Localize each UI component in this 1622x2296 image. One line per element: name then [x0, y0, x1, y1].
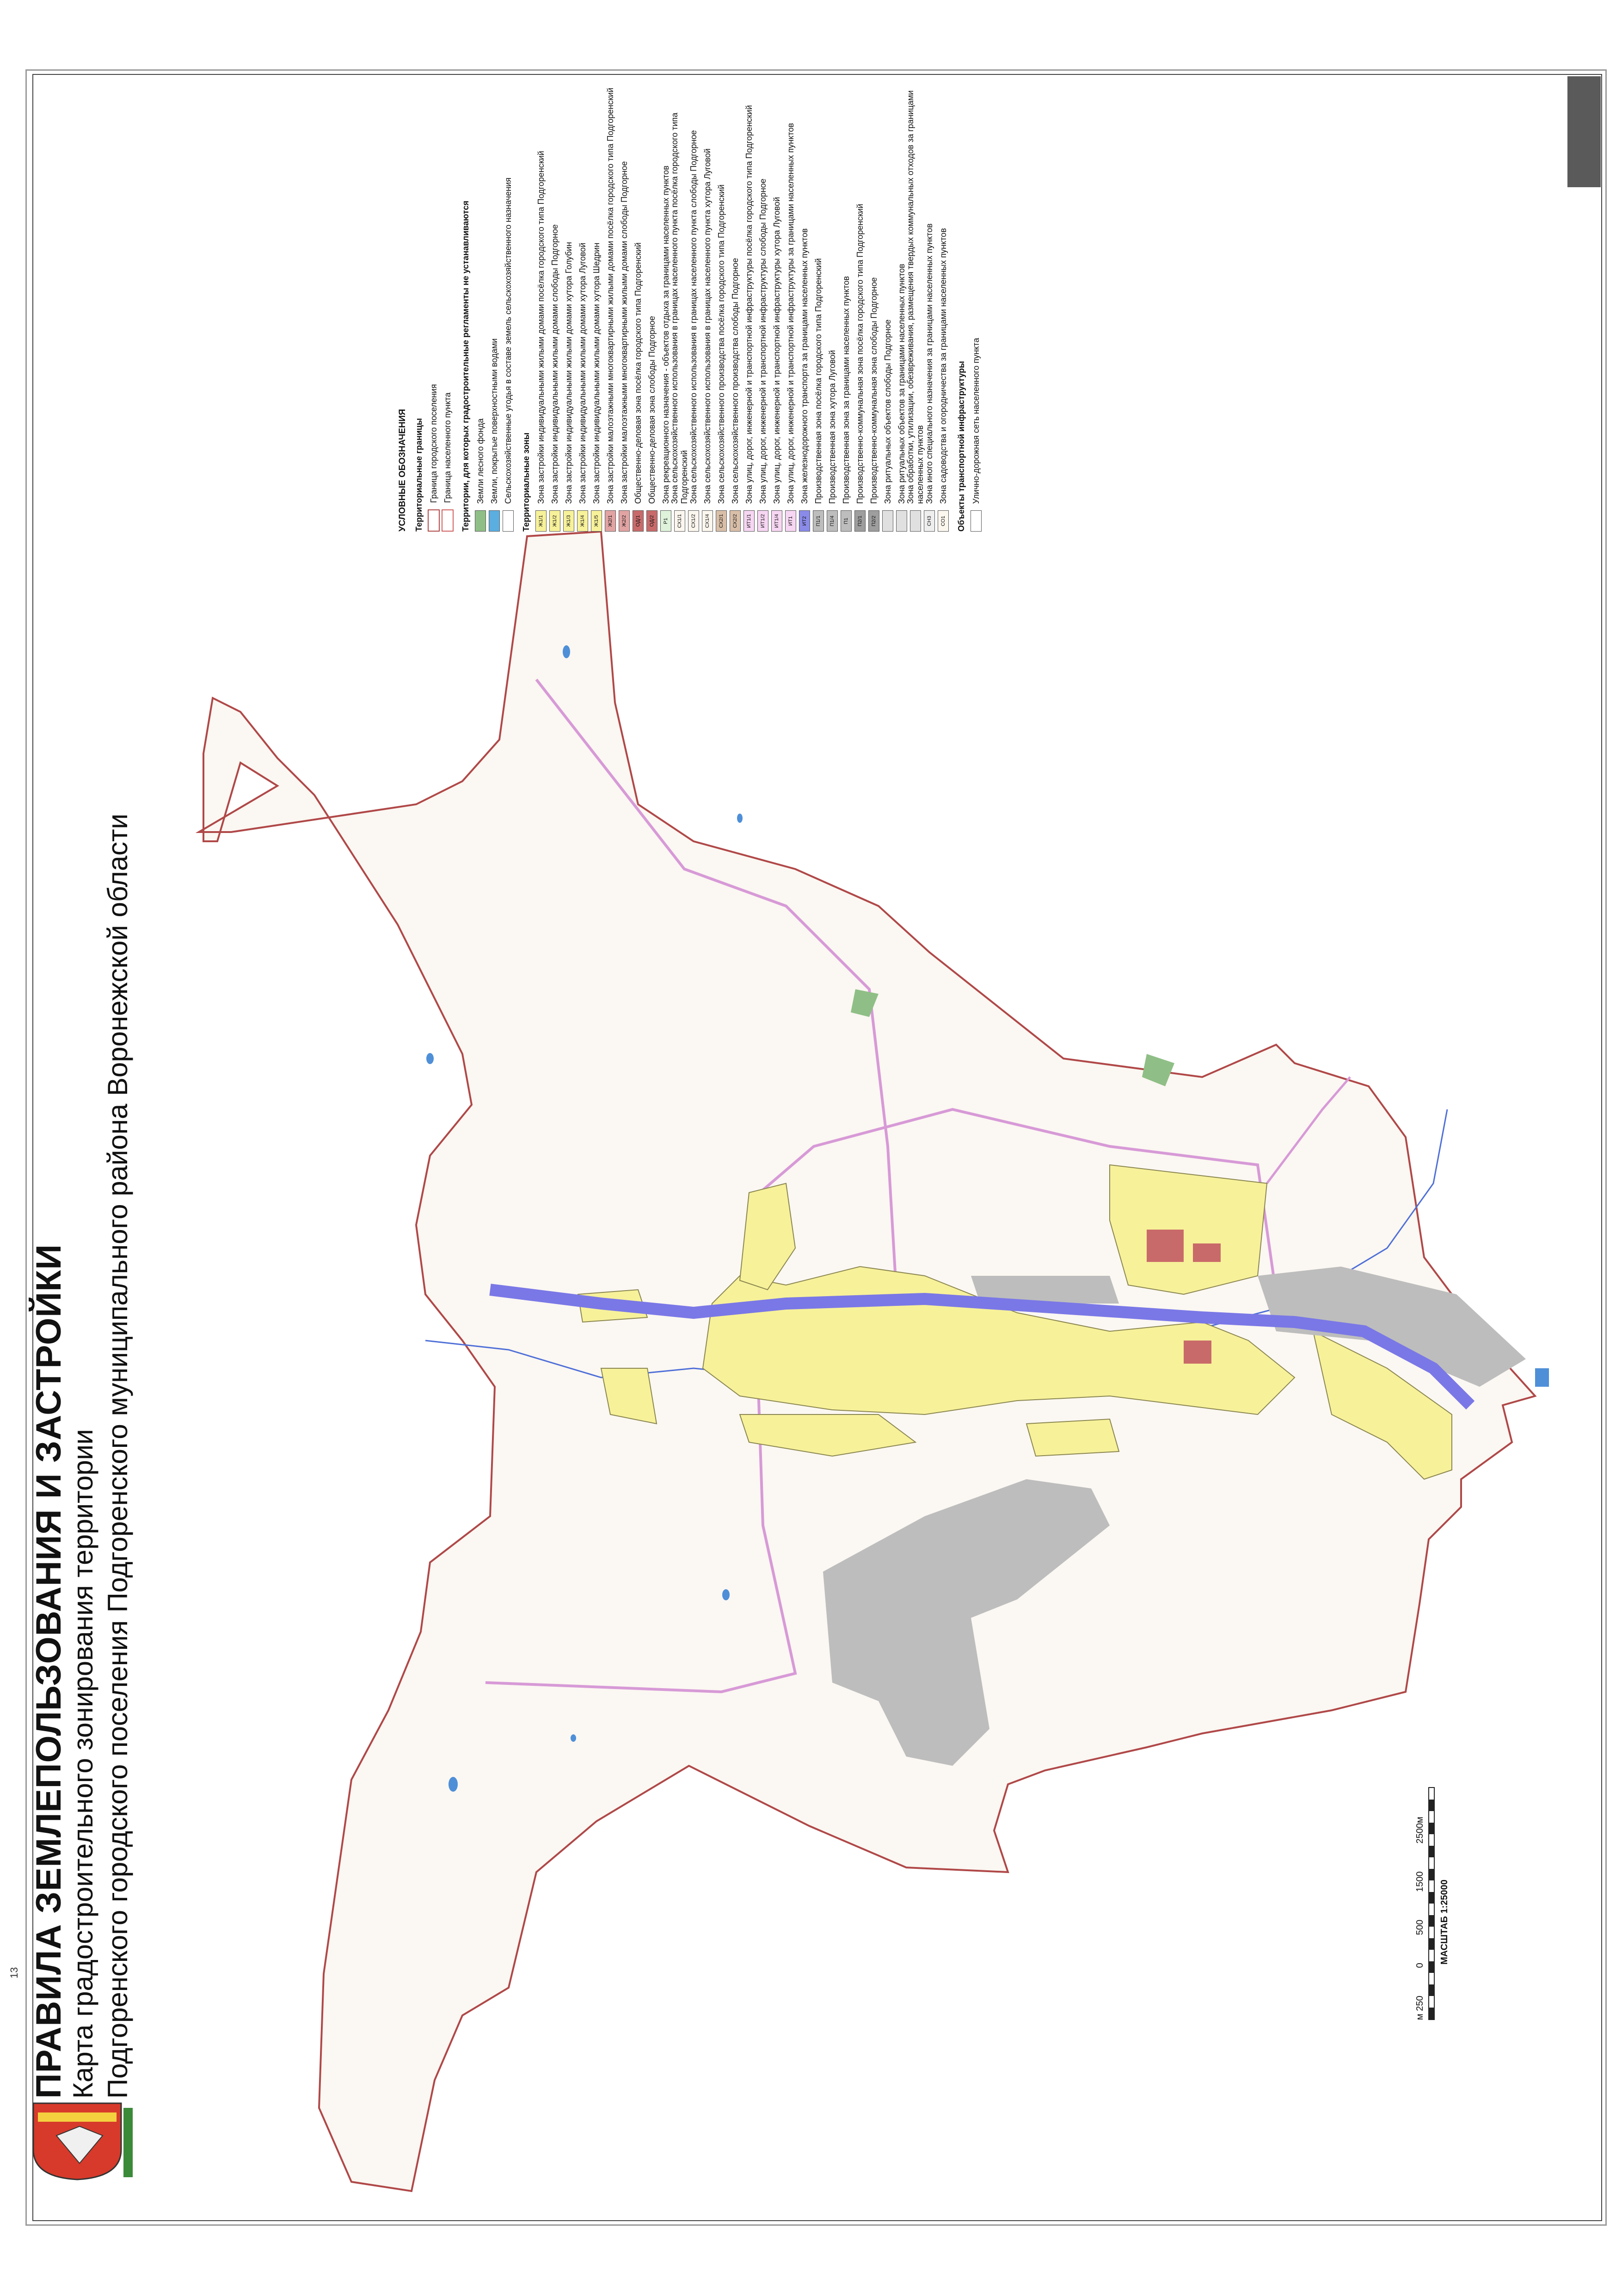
- legend-section-heading: Объекты транспортной инфраструктуры: [957, 361, 966, 532]
- legend-swatch: ОД/2: [646, 510, 657, 532]
- pond: [449, 1777, 458, 1792]
- legend-swatch: [910, 510, 921, 532]
- legend-item: [867, 69, 881, 532]
- legend-label: Общественно-деловая зона посёлка городского типа Подгоренский: [633, 242, 643, 504]
- legend-swatch: [971, 510, 982, 532]
- legend-label: Зона застройки индивидуальными жилыми домами слободы Подгорное: [550, 224, 559, 504]
- legend-section-heading: Территории, для которых градостроительные регламенты не устанавливаются: [461, 201, 470, 532]
- legend-swatch: [882, 510, 893, 532]
- legend-label: Зона улиц, дорог, инженерной и транспортной инфраструктуры хутора Луговой: [772, 197, 781, 504]
- legend-item: [548, 69, 562, 532]
- legend-label: Зона рекреационного назначения - объектов отдыха за границами населенных пунктов: [661, 165, 670, 504]
- legend-swatch: Ж2/1: [605, 510, 616, 532]
- legend-label: Улично-дорожная сеть населенного пункта: [971, 338, 981, 504]
- public-zone: [1193, 1243, 1221, 1262]
- legend-item: [811, 69, 825, 532]
- legend-label: Зона сельскохозяйственного использования в границах населенного пункта слободы Подгорное: [688, 130, 698, 504]
- legend-item: [501, 69, 515, 532]
- legend-item: [906, 69, 925, 532]
- legend-item: [590, 69, 603, 532]
- legend-label: Сельскохозяйственные угодья в составе земель сельскохозяйственного назначения: [503, 178, 513, 504]
- legend-item: [617, 69, 631, 532]
- legend-item: [576, 69, 590, 532]
- legend-label: Граница населенного пункта: [442, 392, 452, 503]
- legend-item: [853, 69, 867, 532]
- legend-swatch: [489, 510, 500, 532]
- legend-swatch: Р1: [660, 510, 671, 532]
- pond: [426, 1053, 434, 1064]
- legend-label: Производственная зона посёлка городского типа Подгоренский: [813, 258, 823, 504]
- legend-item: [770, 69, 784, 532]
- legend-swatch: Ж1/5: [591, 510, 602, 532]
- logo-icon: [1567, 76, 1601, 187]
- legend-item: [441, 69, 455, 532]
- legend-item: [798, 69, 811, 532]
- legend-label: Зона сельскохозяйственного использования в границах населенного пункта хутора Луговой: [702, 148, 712, 504]
- legend-swatch: Ж2/2: [619, 510, 630, 532]
- legend-swatch: [442, 509, 454, 532]
- legend-swatch: П1: [841, 510, 852, 532]
- map-title: ПРАВИЛА ЗЕМЛЕПОЛЬЗОВАНИЯ И ЗАСТРОЙКИ: [29, 1243, 68, 2099]
- legend-label: Зона иного специального назначения за границами населенных пунктов: [924, 223, 934, 504]
- scale-tick: м 250: [1415, 1996, 1425, 2020]
- legend-swatch: СХ2/2: [730, 510, 741, 532]
- legend-swatch: П2/1: [854, 510, 866, 532]
- legend-item: [473, 69, 487, 532]
- legend-section-heading: Территориальные границы: [414, 418, 424, 532]
- legend-swatch: П2/2: [868, 510, 879, 532]
- map-subtitle: Карта градостроительного зонирования территории: [68, 1429, 98, 2099]
- legend-swatch: [503, 510, 514, 532]
- legend-label: Зона сельскохозяйственного производства посёлка городского типа Подгоренский: [716, 184, 726, 504]
- legend-swatch: СХ1/1: [674, 510, 685, 532]
- legend-label: Зона обработки, утилизации, обезвреживания, размещения твердых коммунальных отходов за границами населенных пунктов: [906, 90, 925, 504]
- legend-item: [936, 69, 950, 532]
- legend-swatch: [428, 509, 440, 532]
- legend-label: Зона застройки индивидуальными жилыми домами посёлка городского типа Подгоренский: [536, 151, 546, 504]
- legend-item: [881, 69, 895, 532]
- legend-item: [742, 69, 756, 532]
- legend-item: [534, 69, 548, 532]
- legend-label: Зона застройки индивидуальными жилыми домами хутора Шедрин: [591, 242, 601, 504]
- legend-item: [714, 69, 728, 532]
- scale-ruler: [1428, 1787, 1435, 2020]
- legend-swatch: П1/4: [827, 510, 838, 532]
- legend-item: [645, 69, 659, 532]
- legend-title: УСЛОВНЫЕ ОБОЗНАЧЕНИЯ: [398, 409, 407, 532]
- legend-swatch: П1/1: [813, 510, 824, 532]
- legend-swatch: СХ1/2: [688, 510, 699, 532]
- legend-label: Зона ритуальных объектов слободы Подгорное: [883, 319, 892, 504]
- legend-item: [825, 69, 839, 532]
- legend-item: [603, 69, 617, 532]
- legend-item: [562, 69, 576, 532]
- legend: [398, 69, 983, 532]
- legend-label: Зона застройки малоэтажными многоквартирными жилыми домами слободы Подгорное: [619, 161, 629, 504]
- legend-swatch: СО1: [938, 510, 949, 532]
- pond: [722, 1589, 730, 1600]
- legend-label: Зона железнодорожного транспорта за границами населенных пунктов: [799, 228, 809, 504]
- legend-label: Производственно-коммунальная зона посёлка городского типа Подгоренский: [855, 203, 865, 504]
- residential-zone-south2: [1026, 1419, 1119, 1456]
- pond: [737, 814, 743, 823]
- legend-label: Производственно-коммунальная зона слободы Подгорное: [869, 277, 879, 504]
- legend-item: [839, 69, 853, 532]
- legend-item: [631, 69, 645, 532]
- legend-label: Общественно-деловая зона слободы Подгорное: [647, 316, 657, 504]
- scale-tick: 2500м: [1415, 1817, 1425, 1844]
- legend-swatch: ИТ1: [785, 510, 796, 532]
- legend-swatch: ИТ2: [799, 510, 810, 532]
- legend-section-heading: Территориальные зоны: [522, 432, 531, 532]
- legend-swatch: СХ1/4: [702, 510, 713, 532]
- pond: [563, 645, 570, 658]
- legend-swatch: ИТ1/1: [743, 510, 755, 532]
- legend-label: Производственная зона хутора Луговой: [827, 350, 837, 504]
- legend-swatch: [475, 510, 486, 532]
- legend-item: [784, 69, 798, 532]
- legend-swatch: Ж1/2: [549, 510, 560, 532]
- legend-label: Зона ритуальных объектов за границами населенных пунктов: [897, 263, 906, 504]
- legend-swatch: ИТ1/2: [757, 510, 768, 532]
- page-number: 13: [8, 1967, 20, 1978]
- legend-swatch: [896, 510, 907, 532]
- zones-list: [534, 69, 950, 532]
- pond: [571, 1734, 576, 1742]
- scale-bar: [1415, 1787, 1450, 2020]
- legend-label: Зона застройки индивидуальными жилыми домами хутора Луговой: [578, 242, 587, 504]
- legend-label: Зона застройки малоэтажными многоквартирными жилыми домами посёлка городского типа Подгоренский: [605, 87, 615, 504]
- legend-label: Производственная зона за границами населенных пунктов: [841, 276, 851, 504]
- legend-item: [969, 69, 983, 532]
- legend-swatch: ИТ1/4: [771, 510, 782, 532]
- map-subtitle-2: Подгоренского городского поселения Подгоренского муниципального района Воронежской области: [102, 814, 133, 2099]
- public-zone: [1147, 1230, 1184, 1262]
- legend-label: Граница городского поселения: [429, 384, 438, 503]
- scale-tick: 0: [1415, 1963, 1425, 1968]
- scale-label: МАСШТАБ 1:25000: [1439, 1880, 1450, 1965]
- residential-zone-east: [1110, 1165, 1267, 1294]
- legend-item: [756, 69, 770, 532]
- scale-tick: 500: [1415, 1919, 1425, 1935]
- legend-item: [487, 69, 501, 532]
- legend-label: Зона застройки индивидуальными жилыми домами хутора Голубин: [564, 242, 573, 504]
- legend-swatch: Ж1/3: [563, 510, 574, 532]
- emblem-icon: [29, 2099, 135, 2182]
- legend-label: Зона улиц, дорог, инженерной и транспортной инфраструктуры слободы Подгорное: [758, 178, 768, 504]
- public-zone: [1184, 1341, 1211, 1364]
- legend-item: [427, 69, 441, 532]
- legend-swatch: СХ2/1: [716, 510, 727, 532]
- legend-label: Зона улиц, дорог, инженерной и транспортной инфраструктуры посёлка городского типа Подгоренский: [744, 105, 754, 504]
- legend-label: Зона улиц, дорог, инженерной и транспортной инфраструктуры за границами населенных пунктов: [786, 123, 795, 504]
- legend-label: Земли лесного фонда: [475, 418, 485, 504]
- legend-label: Зона садоводства и огородничества за границами населенных пунктов: [938, 228, 948, 504]
- legend-swatch: Ж1/1: [535, 510, 547, 532]
- legend-item: [728, 69, 742, 532]
- legend-item: [670, 69, 689, 532]
- scale-tick: 1500: [1415, 1871, 1425, 1892]
- legend-swatch: СН3: [924, 510, 935, 532]
- legend-label: Зона сельскохозяйственного производства слободы Подгорное: [730, 258, 740, 504]
- legend-label: Земли, покрытые поверхностными водами: [489, 338, 499, 504]
- legend-label: Зона сельскохозяйственного использования в границах населенного пункта посёлка городского типа Подгоренский: [670, 112, 689, 504]
- legend-swatch: Ж1/4: [577, 510, 588, 532]
- legend-item: [687, 69, 700, 532]
- legend-item: [700, 69, 714, 532]
- legend-swatch: ОД/1: [633, 510, 644, 532]
- pond: [1535, 1368, 1549, 1387]
